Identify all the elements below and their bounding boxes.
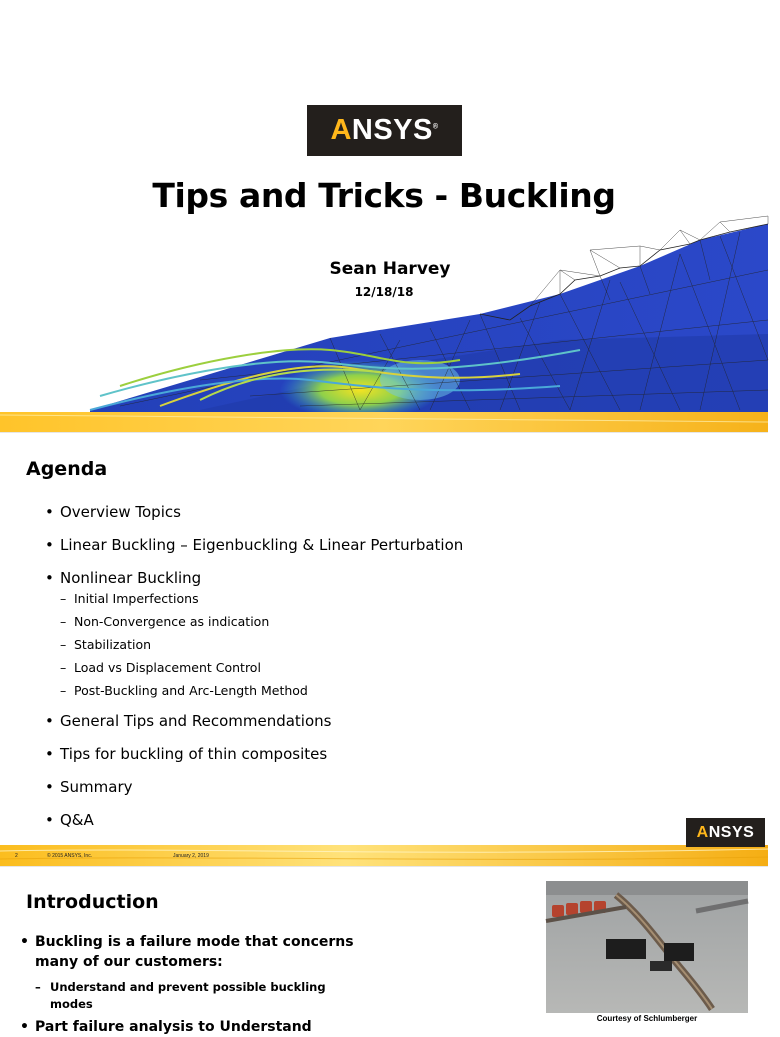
intro-sub-bullet: – Understand and prevent possible buckling modes (35, 979, 360, 1013)
ansys-logo: ANSYS® (307, 105, 462, 156)
presentation-title: Tips and Tricks - Buckling (152, 176, 616, 215)
footer-band (0, 843, 768, 867)
fea-mesh-graphic (0, 210, 768, 432)
intro-bullet: • Buckling is a failure mode that concerns many of our customers: (20, 932, 375, 972)
list-item: • Tips for buckling of thin composites (45, 745, 463, 763)
intro-bullet: • Part failure analysis to Understand (20, 1017, 375, 1037)
list-item: • Linear Buckling – Eigenbuckling & Linear Perturbation (45, 536, 463, 554)
sub-list-item: – Initial Imperfections (45, 591, 463, 606)
sub-list-item: – Non-Convergence as indication (45, 614, 463, 629)
footer-copyright: © 2015 ANSYS, Inc. (47, 853, 93, 859)
introduction-heading: Introduction (26, 891, 159, 913)
footer-ansys-logo: ANSYS (686, 818, 765, 847)
presentation-date: 12/18/18 (354, 285, 414, 299)
sub-list-item: – Load vs Displacement Control (45, 660, 463, 675)
list-item: • Overview Topics (45, 503, 463, 521)
agenda-slide (0, 432, 768, 867)
buckled-pipe-photo (546, 881, 748, 1013)
list-item: • Q&A (45, 811, 463, 829)
sub-list-item: – Stabilization (45, 637, 463, 652)
title-slide (0, 0, 768, 432)
list-item: • Summary (45, 778, 463, 796)
sub-list-item: – Post-Buckling and Arc-Length Method (45, 683, 463, 698)
agenda-heading: Agenda (26, 458, 108, 480)
footer-date: January 2, 2019 (173, 853, 209, 859)
agenda-list (45, 503, 463, 844)
list-item: • General Tips and Recommendations (45, 712, 463, 730)
photo-caption: Courtesy of Schlumberger (596, 1014, 698, 1023)
introduction-slide (0, 866, 768, 1035)
list-item: • Nonlinear Buckling (45, 569, 463, 587)
author-name: Sean Harvey (329, 259, 451, 279)
footer-page-number: 2 (15, 853, 18, 859)
